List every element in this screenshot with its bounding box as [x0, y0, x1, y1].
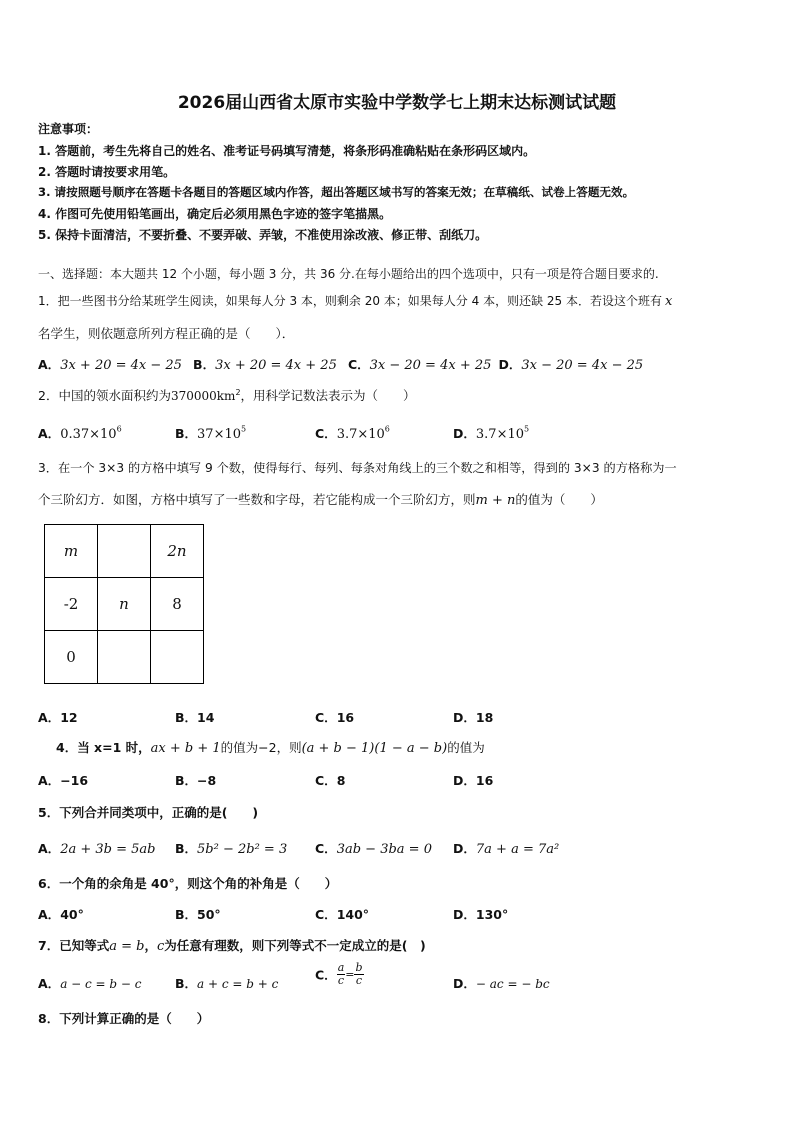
option-c: 3x − 20 = 4x + 25: [369, 358, 492, 373]
notice-item: 1. 答题前，考生先将自己的姓名、准考证号码填写清楚，将条形码准确粘贴在条形码区域内。: [38, 144, 536, 158]
question-2-option-a: A．$0.37\times 10^6$: [38, 424, 122, 442]
notice-item: 2. 答题时请按要求用笔。: [38, 165, 176, 179]
question-3-option-a: A．12: [38, 710, 78, 725]
question-3-text: 3．在一个 3×3 的方格中填写 9 个数，使得每行、每列、每条对角线上的三个数之和相等，得到的 3×3 的方格称为一: [38, 461, 677, 475]
notice-item: 5. 保持卡面清洁，不要折叠、不要弄破、弄皱，不准使用涂改液、修正带、刮纸刀。: [38, 228, 488, 242]
question-2-option-c: C．$3.7\times 10^6$: [315, 424, 390, 442]
question-8-text: 8．下列计算正确的是（ ）: [38, 1011, 210, 1026]
question-6-option-b: B．50°: [175, 907, 221, 922]
question-7-text: 7．已知等式a = b，c为任意有理数，则下列等式不一定成立的是( ): [38, 938, 426, 954]
question-5-text: 5．下列合并同类项中，正确的是( ): [38, 805, 259, 820]
question-6-option-a: A．40°: [38, 907, 84, 922]
notice-item: 4. 作图可先使用铅笔画出，确定后必须用黑色字迹的签字笔描黑。: [38, 207, 392, 221]
question-4-option-b: B．−8: [175, 773, 217, 788]
fraction: $\frac{a}{c}$: [337, 961, 345, 987]
question-3-option-b: B．14: [175, 710, 215, 725]
magic-square-grid: [44, 524, 204, 684]
page-title: 2026届山西省太原市实验中学数学七上期末达标测试试题: [177, 93, 617, 113]
question-6-option-d: D．130°: [453, 907, 509, 922]
question-6-text: 6．一个角的余角是 40°，则这个角的补角是（ ）: [38, 876, 338, 891]
question-4-option-a: A．−16: [38, 773, 89, 788]
grid-cell: [98, 631, 151, 684]
question-3-text-cont: 个三阶幻方．如图，方格中填写了一些数和字母，若它能构成一个三阶幻方，则m + n的值为（ ）: [38, 492, 603, 508]
question-6-option-c: C．140°: [315, 907, 370, 922]
notice-heading: 注意事项：: [38, 122, 99, 136]
question-5-option-b: B．5b² − 2b² = 3: [175, 841, 288, 857]
question-4-option-d: D．16: [453, 773, 494, 788]
grid-cell: [151, 631, 204, 684]
notice-item: 3. 请按照题号顺序在答题卡各题目的答题区域内作答，超出答题区域书写的答案无效；在草稿纸、试卷上答题无效。: [38, 185, 635, 199]
question-2-text: 2．中国的领水面积约为$370000km^2$，用科学记数法表示为（ ）: [38, 387, 416, 403]
grid-cell: 8: [151, 578, 204, 631]
question-5-option-d: D．7a + a = 7a²: [453, 841, 560, 857]
question-2-option-b: B．$37\times 10^5$: [175, 424, 247, 442]
grid-cell: n: [98, 578, 151, 631]
question-4-option-c: C．8: [315, 773, 346, 788]
question-2-option-d: D．$3.7\times 10^5$: [453, 424, 530, 442]
grid-cell: 0: [45, 631, 98, 684]
question-3-option-c: C．16: [315, 710, 355, 725]
option-d: 3x − 20 = 4x − 25: [521, 358, 644, 373]
grid-cell: [98, 525, 151, 578]
question-1-text-cont: 名学生，则依题意所列方程正确的是（ ）．: [38, 326, 295, 341]
question-3-option-d: D．18: [453, 710, 494, 725]
grid-cell: m: [45, 525, 98, 578]
question-7-option-d: D．− ac = − bc: [453, 976, 550, 991]
question-7-option-c: C． $\frac{a}{c}$ = $\frac{b}{c}$: [315, 961, 363, 987]
question-5-option-a: A．2a + 3b = 5ab: [38, 841, 156, 857]
question-4-text: 4．当 x=1 时，ax + b + 1的值为−2，则(a + b − 1)(1 − a − b)的值为: [56, 740, 485, 756]
option-b: 3x + 20 = 4x + 25: [215, 358, 337, 373]
question-7-option-a: A．a − c = b − c: [38, 976, 142, 991]
question-5-option-c: C．3ab − 3ba = 0: [315, 841, 432, 857]
question-7-option-b: B．a + c = b + c: [175, 976, 279, 991]
question-1-options: A．3x + 20 = 4x − 25 B．3x + 20 = 4x + 25 C．3x − 20 = 4x + 25 D．3x − 20 = 4x − 25: [38, 357, 644, 373]
grid-cell: -2: [45, 578, 98, 631]
grid-cell: 2n: [151, 525, 204, 578]
option-a: 3x + 20 = 4x − 25: [60, 358, 182, 373]
fraction: $\frac{b}{c}$: [355, 961, 363, 987]
question-1-text: 1．把一些图书分给某班学生阅读，如果每人分 3 本，则剩余 20 本；如果每人分 4 本，则还缺 25 本．若设这个班有 x: [38, 294, 673, 309]
section-heading: 一、选择题：本大题共 12 个小题，每小题 3 分，共 36 分.在每小题给出的四个选项中，只有一项是符合题目要求的.: [38, 267, 659, 281]
